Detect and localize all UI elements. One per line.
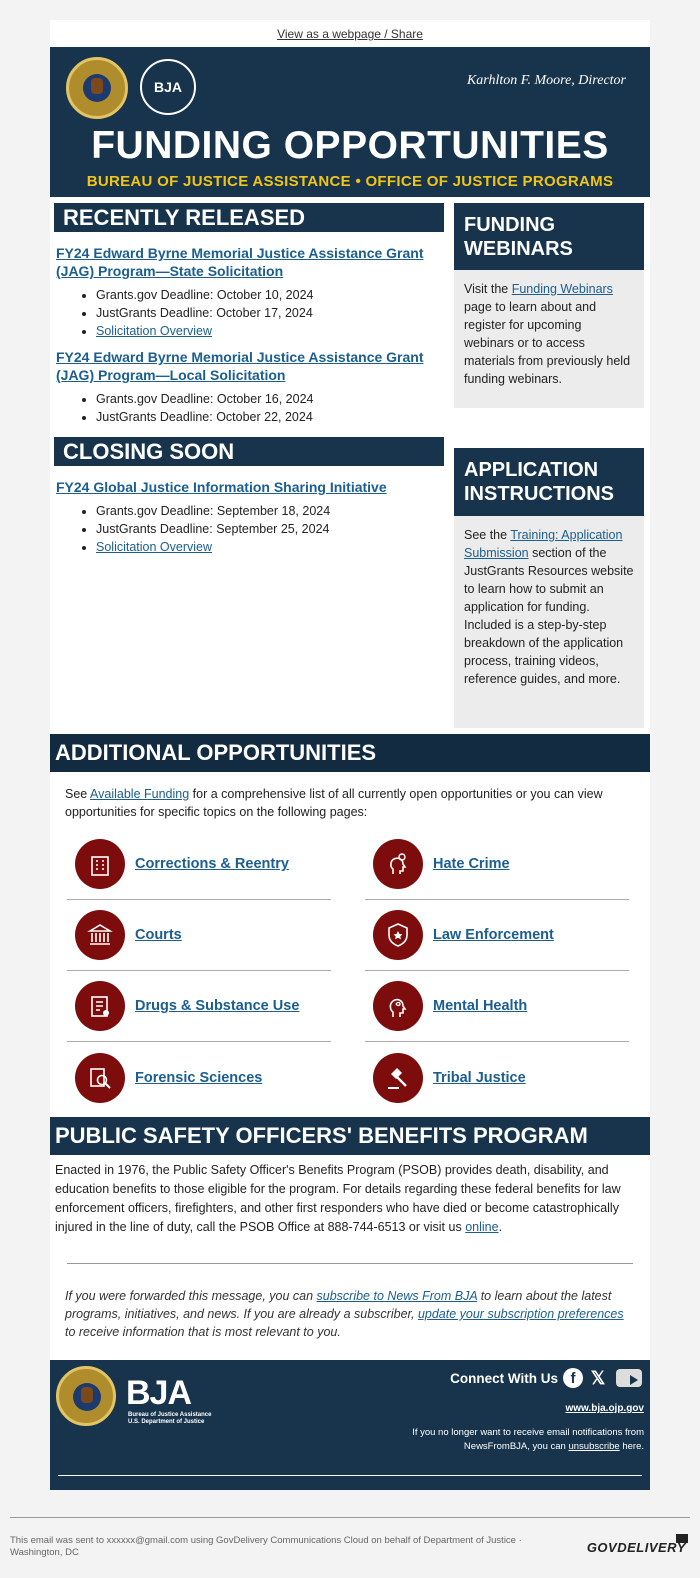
- additional-opportunities-heading: ADDITIONAL OPPORTUNITIES: [50, 734, 650, 772]
- list-item: • JustGrants Deadline: October 17, 2024: [96, 304, 444, 322]
- page-title: FUNDING OPPORTUNITIES: [91, 124, 609, 167]
- spacer: [454, 408, 644, 448]
- jag-local-list: [96, 390, 444, 426]
- top-bar: [50, 20, 650, 47]
- forward-text-2: to learn about the latest programs, initiatives, and news. If you are already a subscriber,: [65, 1289, 612, 1321]
- connect-with-us: [450, 1368, 642, 1388]
- topic-label[interactable]: Mental Health: [433, 998, 528, 1014]
- topic-courts[interactable]: [67, 900, 331, 971]
- header-banner: [50, 47, 650, 197]
- two-column-section: [50, 197, 650, 728]
- funding-webinars-body: [454, 270, 644, 408]
- footer-divider: [58, 1475, 642, 1476]
- sent-notice: This email was sent to xxxxxx@gmail.com using GovDelivery Communications Cloud on behalf of Department of Justice · Washington, DC: [10, 1535, 522, 1558]
- unsubscribe-link[interactable]: unsubscribe: [568, 1441, 620, 1452]
- psob-text: [50, 1155, 650, 1237]
- application-instructions-heading: APPLICATION INSTRUCTIONS: [454, 448, 644, 516]
- topic-label[interactable]: Tribal Justice: [433, 1069, 526, 1086]
- bja-logo-sub: Bureau of Justice Assistance U.S. Department of Justice: [128, 1412, 212, 1425]
- topic-label[interactable]: Law Enforcement: [433, 927, 554, 943]
- gavel-icon: [373, 1053, 423, 1103]
- application-text: See the: [464, 528, 511, 542]
- list-item: • JustGrants Deadline: October 22, 2024: [96, 408, 444, 426]
- left-column: [54, 203, 444, 728]
- list-item: • Grants.gov Deadline: September 18, 2024: [96, 502, 444, 520]
- jag-state-list: [96, 286, 444, 340]
- topic-law-enforcement[interactable]: [365, 900, 629, 971]
- building-icon: [75, 839, 125, 889]
- psob-end: .: [498, 1220, 503, 1234]
- topic-drugs[interactable]: [67, 971, 331, 1042]
- closing-soon-heading: CLOSING SOON: [54, 437, 444, 466]
- jag-local-link[interactable]: FY24 Edward Byrne Memorial Justice Assistance Grant (JAG) Program—Local Solicitation: [56, 349, 424, 383]
- doj-seal-icon: [66, 57, 128, 119]
- govdelivery-logo[interactable]: GOVDELIVERY: [586, 1540, 686, 1555]
- topic-forensic[interactable]: [67, 1042, 331, 1113]
- x-icon[interactable]: 𝕏: [590, 1367, 606, 1388]
- intro-text: See: [65, 787, 91, 801]
- solicitation-overview-link[interactable]: Solicitation Overview: [96, 540, 213, 554]
- jag-state-link[interactable]: FY24 Edward Byrne Memorial Justice Assistance Grant (JAG) Program—State Solicitation: [56, 245, 424, 279]
- funding-webinars-link[interactable]: Funding Webinars: [511, 282, 613, 296]
- psob-body: Enacted in 1976, the Public Safety Officer's Benefits Program (PSOB) provides death, disability, and education benefits to those eligible for the program. For details regarding these federal benefits for law enforcement officers, firefighters, and other first responders who have died or become catastrophically injured in the line of duty, call the PSOB Office at 888-744-6513 or visit us: [55, 1163, 621, 1234]
- bja-40-years-badge: BJA: [140, 59, 196, 115]
- application-text-end: section of the JustGrants Resources website to learn how to submit an application for funding. Included is a step-by-step breakdown of the application process, training videos, reference guides, and more.: [464, 546, 634, 686]
- email-container: [50, 20, 650, 1490]
- bottom-divider: [10, 1517, 690, 1518]
- badge-icon: [373, 910, 423, 960]
- courthouse-icon: [75, 910, 125, 960]
- additional-intro: [50, 772, 650, 821]
- unsub-text-end: here.: [619, 1441, 644, 1452]
- topic-grid: [50, 821, 650, 1113]
- list-item: [96, 538, 444, 556]
- webinars-text-end: page to learn about and register for upcoming webinars or to access materials from previously held funding webinars.: [464, 300, 631, 386]
- global-justice-list: [96, 502, 444, 556]
- bja-logo: [126, 1374, 212, 1425]
- topic-mental-health[interactable]: [365, 971, 629, 1042]
- bja-logo-text: BJA: [126, 1374, 192, 1412]
- psob-heading: PUBLIC SAFETY OFFICERS' BENEFITS PROGRAM: [50, 1117, 650, 1155]
- connect-label: Connect With Us: [450, 1370, 558, 1386]
- recently-released-heading: RECENTLY RELEASED: [54, 203, 444, 232]
- topic-tribal-justice[interactable]: [365, 1042, 629, 1113]
- solicitation-overview-link[interactable]: Solicitation Overview: [96, 324, 213, 338]
- right-column: [454, 203, 644, 728]
- forward-note: [50, 1264, 650, 1341]
- application-instructions-body: [454, 516, 644, 728]
- list-item: • JustGrants Deadline: September 25, 2024: [96, 520, 444, 538]
- youtube-icon[interactable]: [616, 1369, 642, 1387]
- list-item: • Grants.gov Deadline: October 16, 2024: [96, 390, 444, 408]
- topic-label[interactable]: Courts: [135, 927, 182, 943]
- clipboard-icon: [75, 981, 125, 1031]
- psob-online-link[interactable]: online: [465, 1220, 499, 1234]
- doj-seal-icon: [56, 1366, 116, 1426]
- forward-text-3: to receive information that is most relevant to you.: [65, 1325, 341, 1339]
- list-item: • Grants.gov Deadline: October 10, 2024: [96, 286, 444, 304]
- topic-label[interactable]: Drugs & Substance Use: [135, 998, 300, 1014]
- view-webpage-link[interactable]: View as a webpage / Share: [277, 27, 423, 41]
- available-funding-link[interactable]: Available Funding: [90, 787, 190, 801]
- training-application-link[interactable]: Training: Application Submission: [464, 528, 623, 560]
- unsub-text: If you no longer want to receive email notifications from NewsFromBJA, you can: [412, 1427, 644, 1452]
- page-subtitle: BUREAU OF JUSTICE ASSISTANCE • OFFICE OF JUSTICE PROGRAMS: [86, 173, 614, 190]
- magnifier-icon: [75, 1053, 125, 1103]
- forward-text: If you were forwarded this message, you can: [65, 1289, 317, 1303]
- head-icon: [373, 839, 423, 889]
- topic-label[interactable]: Forensic Sciences: [135, 1069, 263, 1086]
- subscribe-link[interactable]: subscribe to News From BJA: [316, 1289, 478, 1303]
- facebook-icon[interactable]: f: [563, 1368, 583, 1388]
- topic-label[interactable]: Hate Crime: [433, 856, 510, 872]
- webinars-text: Visit the: [464, 282, 512, 296]
- footer: [50, 1360, 650, 1490]
- funding-webinars-heading: FUNDING WEBINARS: [454, 203, 644, 270]
- topic-label[interactable]: Corrections & Reentry: [135, 856, 289, 872]
- topic-corrections[interactable]: [67, 829, 331, 900]
- list-item: [96, 322, 444, 340]
- intro-text-end: for a comprehensive list of all currently open opportunities or you can view opportunities for specific topics on the following pages:: [65, 787, 603, 819]
- bja-website-link[interactable]: www.bja.ojp.gov: [565, 1403, 644, 1414]
- brain-head-icon: [373, 981, 423, 1031]
- unsubscribe-note: [384, 1426, 644, 1454]
- global-justice-link[interactable]: FY24 Global Justice Information Sharing Initiative: [56, 479, 387, 495]
- update-preferences-link[interactable]: update your subscription preferences: [417, 1307, 624, 1321]
- director-name: Karhlton F. Moore, Director: [466, 73, 626, 88]
- topic-hate-crime[interactable]: [365, 829, 629, 900]
